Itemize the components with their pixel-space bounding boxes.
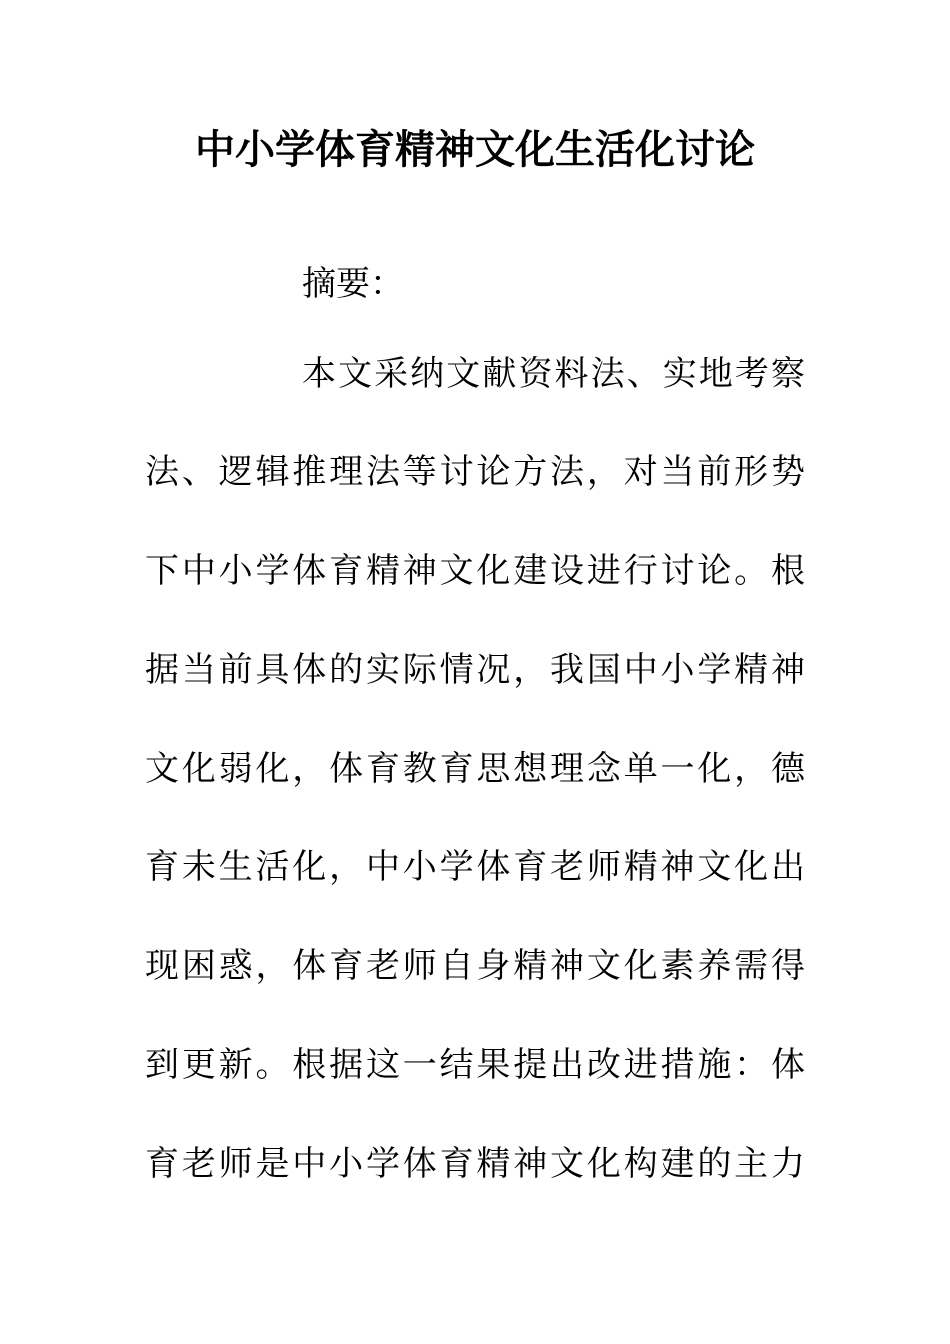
paragraph-line: 法、逻辑推理法等讨论方法，对当前形势 <box>145 452 805 492</box>
paragraph-line: 下中小学体育精神文化建设进行讨论。根 <box>145 551 805 591</box>
paragraph-line: 本文采纳文献资料法、实地考察 <box>302 354 805 394</box>
paragraph-line: 文化弱化，体育教育思想理念单一化，德 <box>145 749 805 789</box>
paragraph-line: 到更新。根据这一结果提出改进措施：体 <box>145 1045 805 1085</box>
paragraph-line: 据当前具体的实际情况，我国中小学精神 <box>145 650 805 690</box>
paragraph-line: 现困惑，体育老师自身精神文化素养需得 <box>145 946 805 986</box>
paragraph-line: 育未生活化，中小学体育老师精神文化出 <box>145 847 805 887</box>
document-title: 中小学体育精神文化生活化讨论 <box>195 126 755 173</box>
abstract-label: 摘要： <box>302 264 404 304</box>
paragraph-line: 育老师是中小学体育精神文化构建的主力 <box>145 1144 805 1184</box>
